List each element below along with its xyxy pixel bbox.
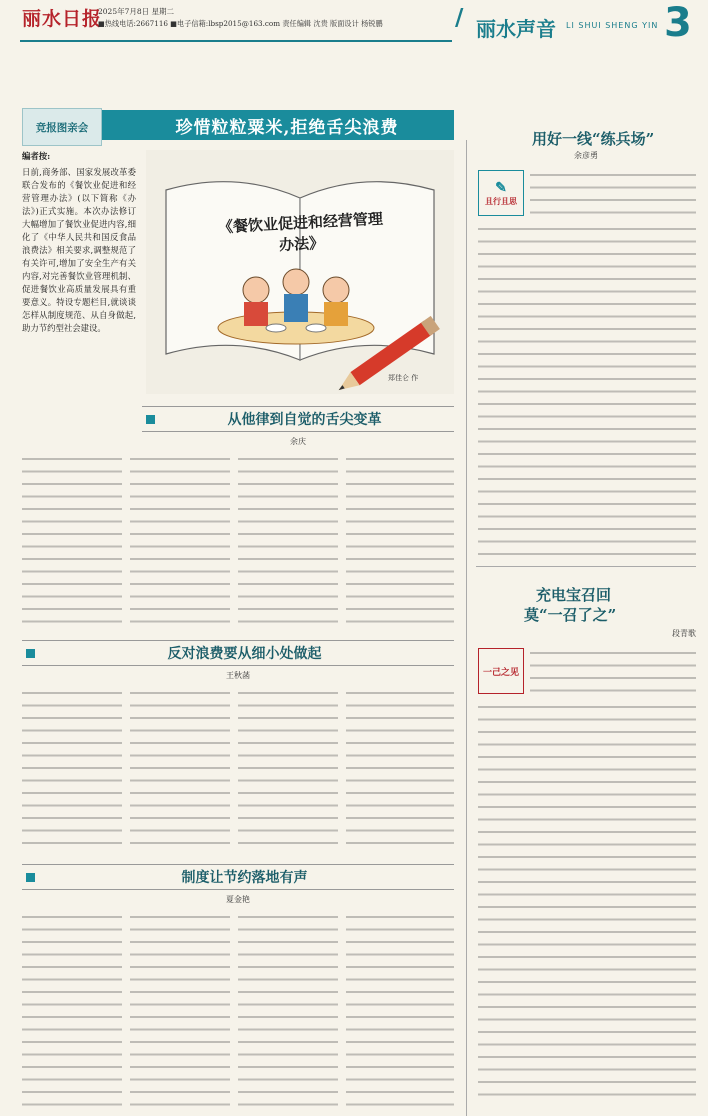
right-article-1-byline: 余彦勇 [574,151,598,160]
article-1-title: 从他律到自觉的舌尖变革 [227,412,382,428]
editor-note [22,150,136,380]
article-2-column-2 [130,686,230,854]
article-3-header [22,864,454,890]
feature-headline: 珍惜粒粒粟米,拒绝舌尖浪费 [175,118,399,138]
book-pencil-illustration [146,150,454,394]
article-1-column-3 [238,452,338,628]
right-divider [476,566,696,567]
article-2-column-3 [238,686,338,854]
article-1-header [142,406,454,432]
article-1-column-1 [22,452,122,628]
masthead [0,0,708,52]
section-pinyin: LI SHUI SHENG YIN [566,21,659,30]
illustration-credit: 郑佳仑 作 [388,374,419,382]
header-square-icon [146,415,155,424]
article-3-column-2 [130,910,230,1106]
article-3-title: 制度让节约落地有声 [181,870,308,886]
article-1-column-2 [130,452,230,628]
article-1-column-4 [346,452,454,628]
column-logo: 竞报图亲会 [22,108,102,146]
right-article-2-intro [530,646,696,698]
article-3-column-3 [238,910,338,1106]
article-2-column-1 [22,686,122,854]
article-3-column-1 [22,910,122,1106]
right-article-2-byline: 段青歌 [672,629,696,638]
right-article-2-title-line2: 莫“一召了之” [524,606,617,624]
section-slash: / [455,5,464,31]
header-square-icon [26,649,35,658]
header-square-icon [26,873,35,882]
article-2-header [22,640,454,666]
illustration-book-title: 《餐饮业促进和经营管理办法》 [217,209,384,255]
header-rule [20,40,452,42]
right-article-2-title-line1: 充电宝召回 [536,586,612,604]
newspaper-logo: 丽水日报 [22,8,103,30]
feature-illustration [146,150,454,394]
right-article-1-tag [478,170,524,216]
column-divider [466,140,467,1116]
editor-note-label: 编者按: [22,151,51,161]
contact-info: ■热线电话:2667116 ■电子信箱:lbsp2015@163.com 责任编辑 沈贵 版面设计 杨锐鹏 [98,19,383,28]
right-article-1-title: 用好一线“练兵场” [532,130,655,148]
page-number: 3 [664,0,692,46]
right-article-2-tag-text: 一己之见 [482,667,519,678]
right-article-1-intro [530,168,696,220]
article-3-byline: 夏金艳 [226,895,250,904]
right-article-2-body [478,700,696,1106]
article-2-byline: 王秋菡 [226,671,250,680]
tag-pencil-icon: ✎ [495,179,507,196]
editor-note-text: 日前,商务部、国家发展改革委联合发布的《餐饮业促进和经营管理办法》(以下简称《办法》)正式实施。本次办法修订大幅增加了餐饮业促进内容,细化了《中华人民共和国反食品浪费法》相关要求,调整规范了有关许可,增加了安全生产有关内容,对完善餐饮业管理机制、促进餐饮业高质量发展具有重要意义。特设专题栏目,就谈谈怎样从制度规范、从自身做起,助力节约型社会建设。 [22,167,136,333]
right-article-2-tag [478,648,524,694]
right-article-1-tag-text: 且行且思 [485,195,517,206]
article-2-column-4 [346,686,454,854]
article-2-title: 反对浪费要从细小处做起 [167,646,322,662]
issue-date: 2025年7月8日 星期二 [98,7,175,16]
article-3-column-4 [346,910,454,1106]
right-article-1-body [478,222,696,560]
section-name: 丽水声音 [476,17,556,41]
article-1-byline: 余庆 [290,437,306,446]
